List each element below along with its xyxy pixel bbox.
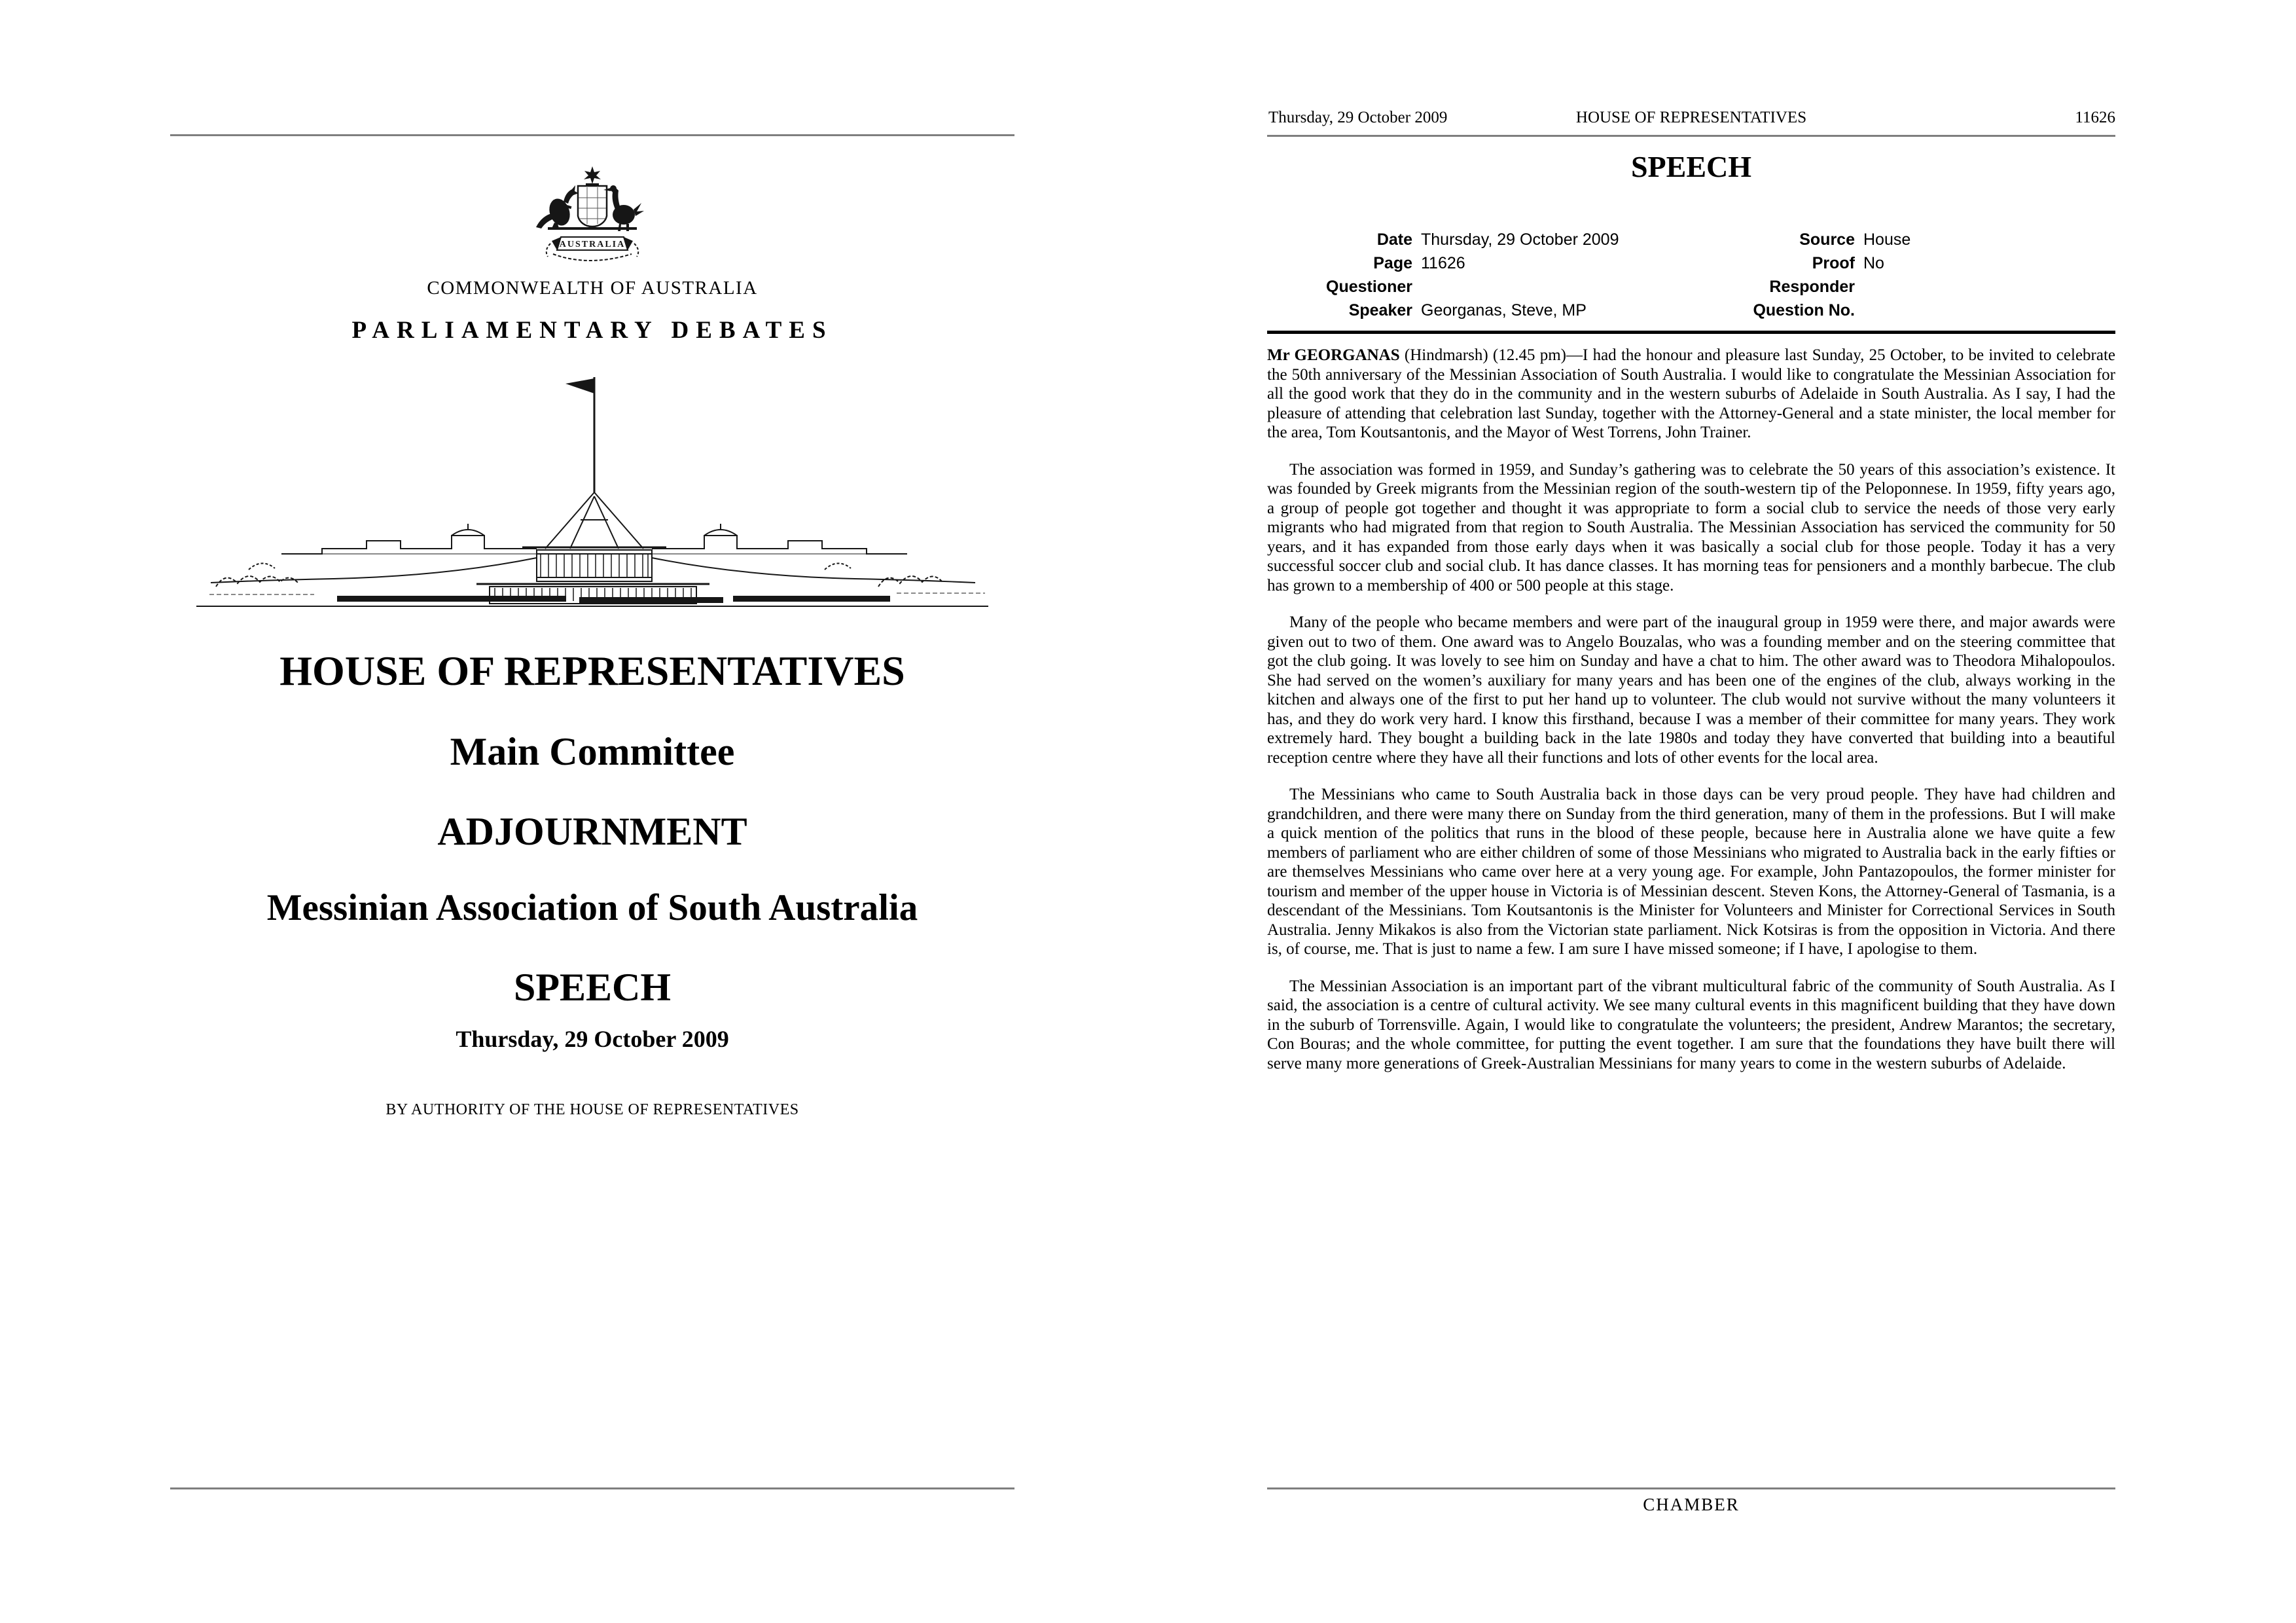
speech-heading: SPEECH bbox=[1630, 150, 1752, 183]
speech-paragraph: Many of the people who became members and were part of the inaugural group in 1959 were there, and major awards were given out to two of them. One award was to Angelo Bouzalas, who was a founding member and on the steering committee that got the club going. It was lovely to see him on Sunday and have a chat to him. The other award was to Theodora Mihalopoulos. She had served on the women’s auxiliary for many years and has been one of the engines of the club, always working in the kitchen and always one of the first to put her hand up to volunteer. The club would not survive without the many volunteers it has, and they do work very hard. I know this firsthand, because I was a member of their committee for many years. They work extremely hard. They bought a building back in the late 1980s and today they have converted that building into a beautiful reception centre where they have all their functions and lots of other events for the local area. bbox=[1267, 613, 2115, 767]
speech-paragraph: The Messinians who came to South Australia back in those days can be very proud people. They have had children and grandchildren, and there were many there on Sunday from the third generation, many of them in the professions. But I will make a quick mention of the politics that runs in the blood of these people, because here in Australia alone we have quite a few members of parliament who are either children of some of those Messinians who migrated to Australia back in the early fifties or are themselves Messinians who came over here at a very young age. For example, John Pantazopoulos, the former minister for tourism and member of the upper house in Victoria is of Messinian descent. Steven Kons, the Attorney-General of Tasmania, is a descendant of the Messinians. Tom Koutsantonis is the Minister for Volunteers and Minister for Correctional Services in South Australia. Jenny Mikakos is also from the Victorian state parliament. Nick Kotsiras is from the opposition in Victoria. And there is, of course, me. That is just to name a few. I am sure I have missed someone; if I have, I apologise to them. bbox=[1267, 786, 2115, 958]
parliament-house-illustration bbox=[170, 354, 1014, 609]
meta-value-responder bbox=[1863, 278, 2115, 297]
speech-paragraph bbox=[1267, 346, 2115, 443]
meta-value-page: 11626 bbox=[1421, 254, 1465, 272]
meta-value-source: House bbox=[1863, 230, 1911, 249]
commonwealth-caption: COMMONWEALTH OF AUSTRALIA bbox=[427, 278, 758, 299]
footer-chamber-label: CHAMBER bbox=[1643, 1495, 1740, 1514]
cover-date: Thursday, 29 October 2009 bbox=[456, 1026, 729, 1052]
cover-bottom-rule bbox=[170, 1487, 1014, 1489]
coat-of-arms-icon bbox=[514, 164, 671, 275]
cover-page bbox=[170, 0, 1014, 1623]
meta-label-questioner: Questioner bbox=[1326, 278, 1412, 296]
emu-silhouette bbox=[603, 185, 644, 231]
authority-line: BY AUTHORITY OF THE HOUSE OF REPRESENTATIVES bbox=[386, 1101, 799, 1118]
meta-label-source: Source bbox=[1799, 230, 1855, 249]
meta-value-date: Thursday, 29 October 2009 bbox=[1421, 230, 1619, 249]
cover-title-committee: Main Committee bbox=[450, 730, 735, 773]
header-page-number: 11626 bbox=[2075, 109, 2115, 126]
header-date: Thursday, 29 October 2009 bbox=[1268, 109, 1448, 126]
meta-label-speaker: Speaker bbox=[1348, 301, 1412, 319]
series-title: PARLIAMENTARY DEBATES bbox=[351, 317, 833, 344]
cover-title-house: HOUSE OF REPRESENTATIVES bbox=[279, 647, 905, 694]
header-title: HOUSE OF REPRESENTATIVES bbox=[1575, 109, 1807, 126]
meta-label-responder: Responder bbox=[1769, 278, 1855, 296]
meta-label-date: Date bbox=[1376, 230, 1412, 249]
metadata-block bbox=[1267, 230, 2115, 320]
speech-body bbox=[1267, 346, 2115, 1091]
coat-of-arms-banner-text: AUSTRALIA bbox=[559, 240, 626, 249]
meta-value-questioner bbox=[1421, 278, 1683, 297]
page-header bbox=[1267, 109, 2115, 130]
speaker-name: Mr GEORGANAS bbox=[1267, 346, 1400, 364]
meta-value-question-no bbox=[1863, 301, 2115, 320]
kangaroo-silhouette bbox=[536, 185, 579, 230]
speech-page bbox=[1267, 0, 2115, 1623]
meta-label-page: Page bbox=[1373, 254, 1412, 272]
meta-value-proof: No bbox=[1863, 254, 1884, 272]
meta-value-speaker: Georganas, Steve, MP bbox=[1421, 301, 1587, 319]
paragraph-text: (Hindmarsh) (12.45 pm)—I had the honour and pleasure last Sunday, 25 October, to be invited to celebrate the 50th anniversary of the Messinian Association of South Australia. I would like to congratulate the Messinian Association for all the good work that they do in the community and in the western suburbs of Adelaide in South Australia. As I say, I had the pleasure of attending that celebration last Sunday, together with the Attorney-General and a state minister, the local member for the area, Tom Koutsantonis, and the Mayor of West Torrens, John Trainer. bbox=[1267, 346, 2116, 441]
cover-title-subject: Messinian Association of South Australia bbox=[266, 887, 918, 928]
cover-title-adjournment: ADJOURNMENT bbox=[437, 810, 747, 853]
footer-rule bbox=[1267, 1487, 2115, 1489]
speech-paragraph: The Messinian Association is an important part of the vibrant multicultural fabric of the community of South Australia. As I said, the association is a centre of cultural activity. We see many cultural events in this magnificent building that they have down in the suburb of Torrensville. Again, I would like to congratulate the volunteers; the president, Andrew Marantos; the secretary, Con Bouras; and the whole committee, for putting the event together. I am sure that the foundations they have built there will serve many more generations of Greek-Australian Messinians for many years to come in the western suburbs of Adelaide. bbox=[1267, 977, 2115, 1072]
cover-title-speech: SPEECH bbox=[513, 966, 672, 1009]
speech-paragraph: The association was formed in 1959, and Sunday’s gathering was to celebrate the 50 years of this association’s existence. It was founded by Greek migrants from the Messinian region of the south-western tip of the Peloponnese. In 1959, fifty years ago, a group of people got together and thought it was appropriate to form a social club to service the needs of those very early migrants who had migrated from that region to South Australia. The Messinian Association has serviced the community for 50 years, and it has expanded from those early days when it was basically a social club for those people. Today it has a very successful soccer club and social club. It has dance classes. It has morning teas for pensioners and a monthly barbecue. The club has grown to a membership of 400 or 500 people at this stage. bbox=[1267, 460, 2115, 594]
meta-label-proof: Proof bbox=[1812, 254, 1855, 272]
metadata-rule bbox=[1267, 331, 2115, 334]
cover-top-rule bbox=[170, 134, 1014, 136]
meta-label-question-no: Question No. bbox=[1753, 301, 1855, 319]
header-rule bbox=[1267, 135, 2115, 137]
